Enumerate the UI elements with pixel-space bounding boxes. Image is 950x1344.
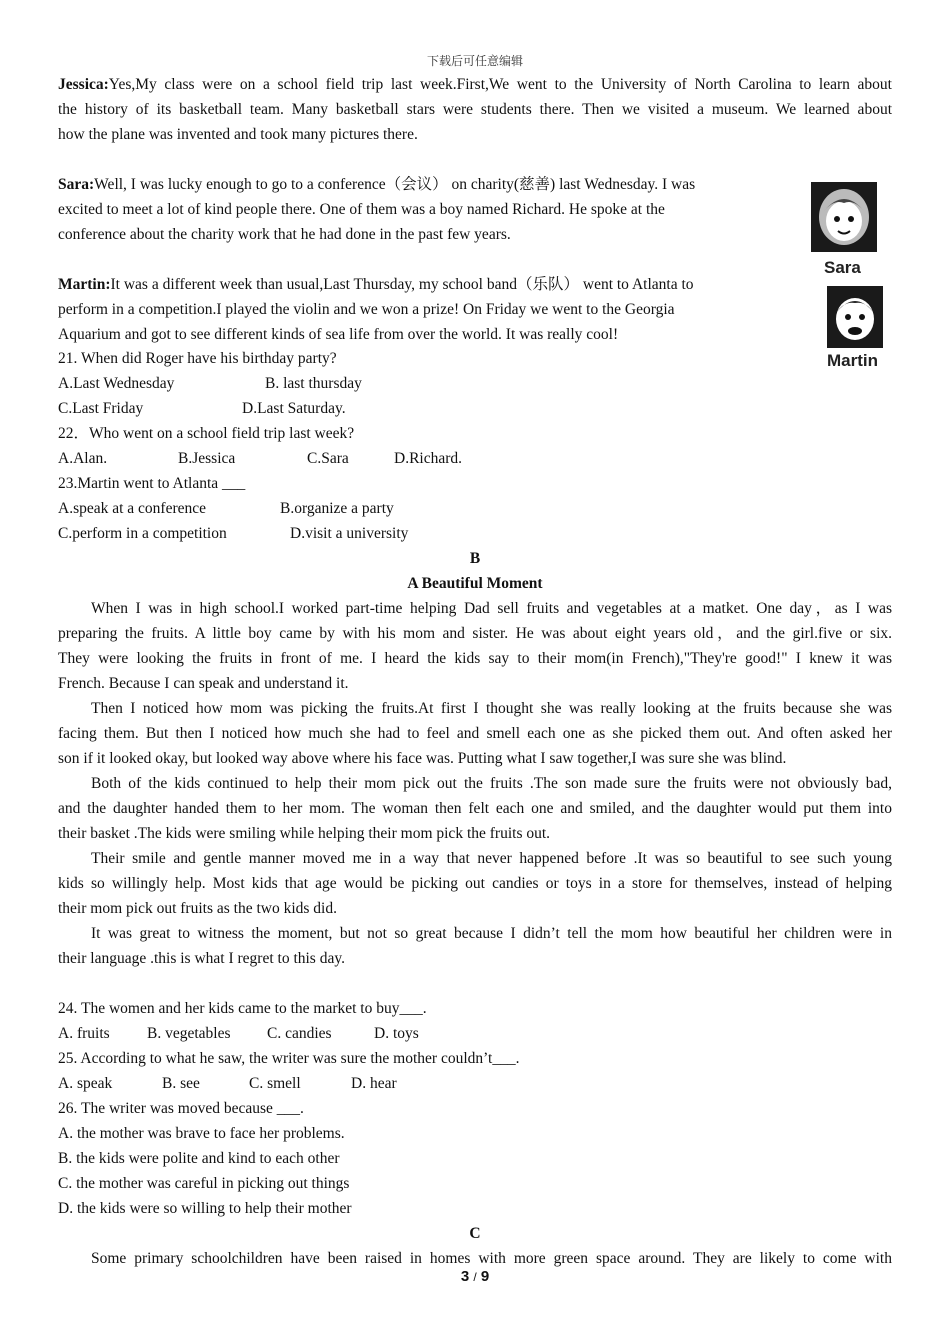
- q24-option-a: A. fruits: [58, 1025, 110, 1042]
- sara-line-2: excited to meet a lot of kind people there. One of them was a boy named Richard. He spoke at the: [58, 201, 665, 218]
- q25-option-c: C. smell: [249, 1075, 301, 1092]
- p2-line-2: facing them. But then I noticed how much she had to feel and smell each one as she picked them out. And often asked her: [58, 725, 892, 742]
- jessica-line-3: how the plane was invented and took many pictures there.: [58, 126, 418, 143]
- martin-line-2: perform in a competition.I played the violin and we won a prize! On Friday we went to the Georgia: [58, 301, 675, 318]
- q21-option-d: D.Last Saturday.: [242, 400, 346, 417]
- q26-option-d: D. the kids were so willing to help their mother: [58, 1200, 352, 1217]
- q23-stem: 23.Martin went to Atlanta ___: [58, 475, 246, 492]
- q22-option-a: A.Alan.: [58, 450, 108, 467]
- q23-options-row-1: [58, 496, 394, 521]
- q23-option-b: B.organize a party: [280, 500, 394, 517]
- sara-portrait-image: [810, 181, 878, 253]
- p3-line-3: their basket .The kids were smiling while helping their mom pick the fruits out.: [58, 825, 551, 842]
- speaker-martin: Martin:: [58, 276, 111, 293]
- p1-line-1: When I was in high school.I worked part-time helping Dad sell fruits and vegetables at a matket. One day，as I was: [91, 600, 892, 617]
- q23-options-row-2: [58, 521, 408, 546]
- p1-line-2: preparing the fruits. A little boy came by with his mom and sister. He was about eight years old，and the girl.five or six.: [58, 625, 892, 642]
- jessica-line-2: the history of its basketball team. Many basketball stars were students there. Then we visited a museum. We learned about: [58, 101, 892, 118]
- section-c-letter: C: [469, 1225, 481, 1242]
- sara-line-3: conference about the charity work that he had done in the past few years.: [58, 226, 511, 243]
- current-page: 3: [460, 1268, 470, 1285]
- q26-stem: 26. The writer was moved because ___.: [58, 1100, 304, 1117]
- q25-stem: 25. According to what he saw, the writer was sure the mother couldn’t___.: [58, 1050, 520, 1067]
- q24-option-b: B. vegetables: [147, 1025, 231, 1042]
- page-header: 下载后可任意编辑: [426, 54, 523, 68]
- p1-line-4: French. Because I can speak and understand it.: [58, 675, 349, 692]
- c-line-1: Some primary schoolchildren have been raised in homes with more green space around. They are likely to come with: [91, 1250, 892, 1267]
- jessica-line-1: Jessica:Yes,My class were on a school field trip last week.First,We went to the University of North Carolina to learn about: [58, 76, 892, 93]
- martin-portrait-image: [826, 285, 884, 349]
- martin-picture-label: Martin: [827, 351, 878, 370]
- q22-option-b: B.Jessica: [178, 450, 236, 467]
- p1-line-3: They were looking the fruits in front of me. I heard the kids say to their mom(in French),"They're good!" I knew it was: [58, 650, 892, 667]
- q26-option-c: C. the mother was careful in picking out things: [58, 1175, 350, 1192]
- q24-option-c: C. candies: [267, 1025, 332, 1042]
- sara-line-1: Sara:Well, I was lucky enough to go to a conference（会议） on charity(慈善) last Wednesday. I was: [58, 176, 696, 193]
- q21-option-b: B. last thursday: [265, 375, 362, 392]
- q24-stem: 24. The women and her kids came to the market to buy___.: [58, 1000, 427, 1017]
- total-pages: 9: [480, 1268, 490, 1285]
- p4-line-1: Their smile and gentle manner moved me in a way that never happened before .It was so beautiful to see such young: [91, 850, 892, 867]
- q21-options-row-1: [58, 371, 362, 396]
- q22-options: [58, 446, 462, 471]
- p2-line-1: Then I noticed how mom was picking the fruits.At first I thought she was really looking at the fruits because she was: [91, 700, 892, 717]
- q25-option-a: A. speak: [58, 1075, 113, 1092]
- q23-option-a: A.speak at a conference: [58, 500, 207, 517]
- p2-line-3: son if it looked okay, but looked way above where his face was. Putting what I saw together,I was sure she was blind.: [58, 750, 787, 767]
- martin-line-1: Martin:It was a different week than usual,Last Thursday, my school band（乐队） went to Atlanta to: [58, 276, 694, 293]
- q21-options-row-2: [58, 396, 346, 421]
- p3-line-2: and the daughter handed them to her mom. The woman then felt each one and smiled, and the daughter would put them into: [58, 800, 892, 817]
- q26-option-b: B. the kids were polite and kind to each other: [58, 1150, 340, 1167]
- speaker-jessica: Jessica:: [58, 76, 109, 93]
- passage-b-title: A Beautiful Moment: [407, 575, 543, 592]
- q21-stem: 21. When did Roger have his birthday party?: [58, 350, 337, 367]
- page-separator: /: [473, 1270, 477, 1284]
- q25-option-d: D. hear: [351, 1075, 397, 1092]
- p3-line-1: Both of the kids continued to help their mom pick out the fruits .The son made sure the fruits were not obviously bad,: [91, 775, 892, 792]
- q23-option-c: C.perform in a competition: [58, 525, 227, 542]
- q21-option-c: C.Last Friday: [58, 400, 144, 417]
- q21-option-a: A.Last Wednesday: [58, 375, 175, 392]
- p5-line-2: their language .this is what I regret to this day.: [58, 950, 345, 967]
- speaker-sara: Sara:: [58, 176, 95, 193]
- sara-picture-label: Sara: [824, 258, 861, 277]
- p4-line-3: their mom pick out fruits as the two kids did.: [58, 900, 337, 917]
- martin-line-3: Aquarium and got to see different kinds of sea life from over the world. It was really cool!: [58, 326, 619, 343]
- q22-option-c: C.Sara: [307, 450, 349, 467]
- q25-options: [58, 1071, 397, 1096]
- page-number: [0, 1268, 950, 1285]
- q24-option-d: D. toys: [374, 1025, 419, 1042]
- q22-option-d: D.Richard.: [394, 450, 463, 467]
- q24-options: [58, 1021, 419, 1046]
- q25-option-b: B. see: [162, 1075, 200, 1092]
- p5-line-1: It was great to witness the moment, but not so great because I didn’t tell the mom how beautiful her children were in: [91, 925, 892, 942]
- section-b-letter: B: [469, 550, 481, 567]
- q23-option-d: D.visit a university: [290, 525, 409, 542]
- q22-stem: 22．Who went on a school field trip last week?: [58, 425, 355, 442]
- q26-option-a: A. the mother was brave to face her problems.: [58, 1125, 345, 1142]
- p4-line-2: kids so willingly help. Most kids that age would be picking out candies or toys in a store for themselves, instead of helping: [58, 875, 892, 892]
